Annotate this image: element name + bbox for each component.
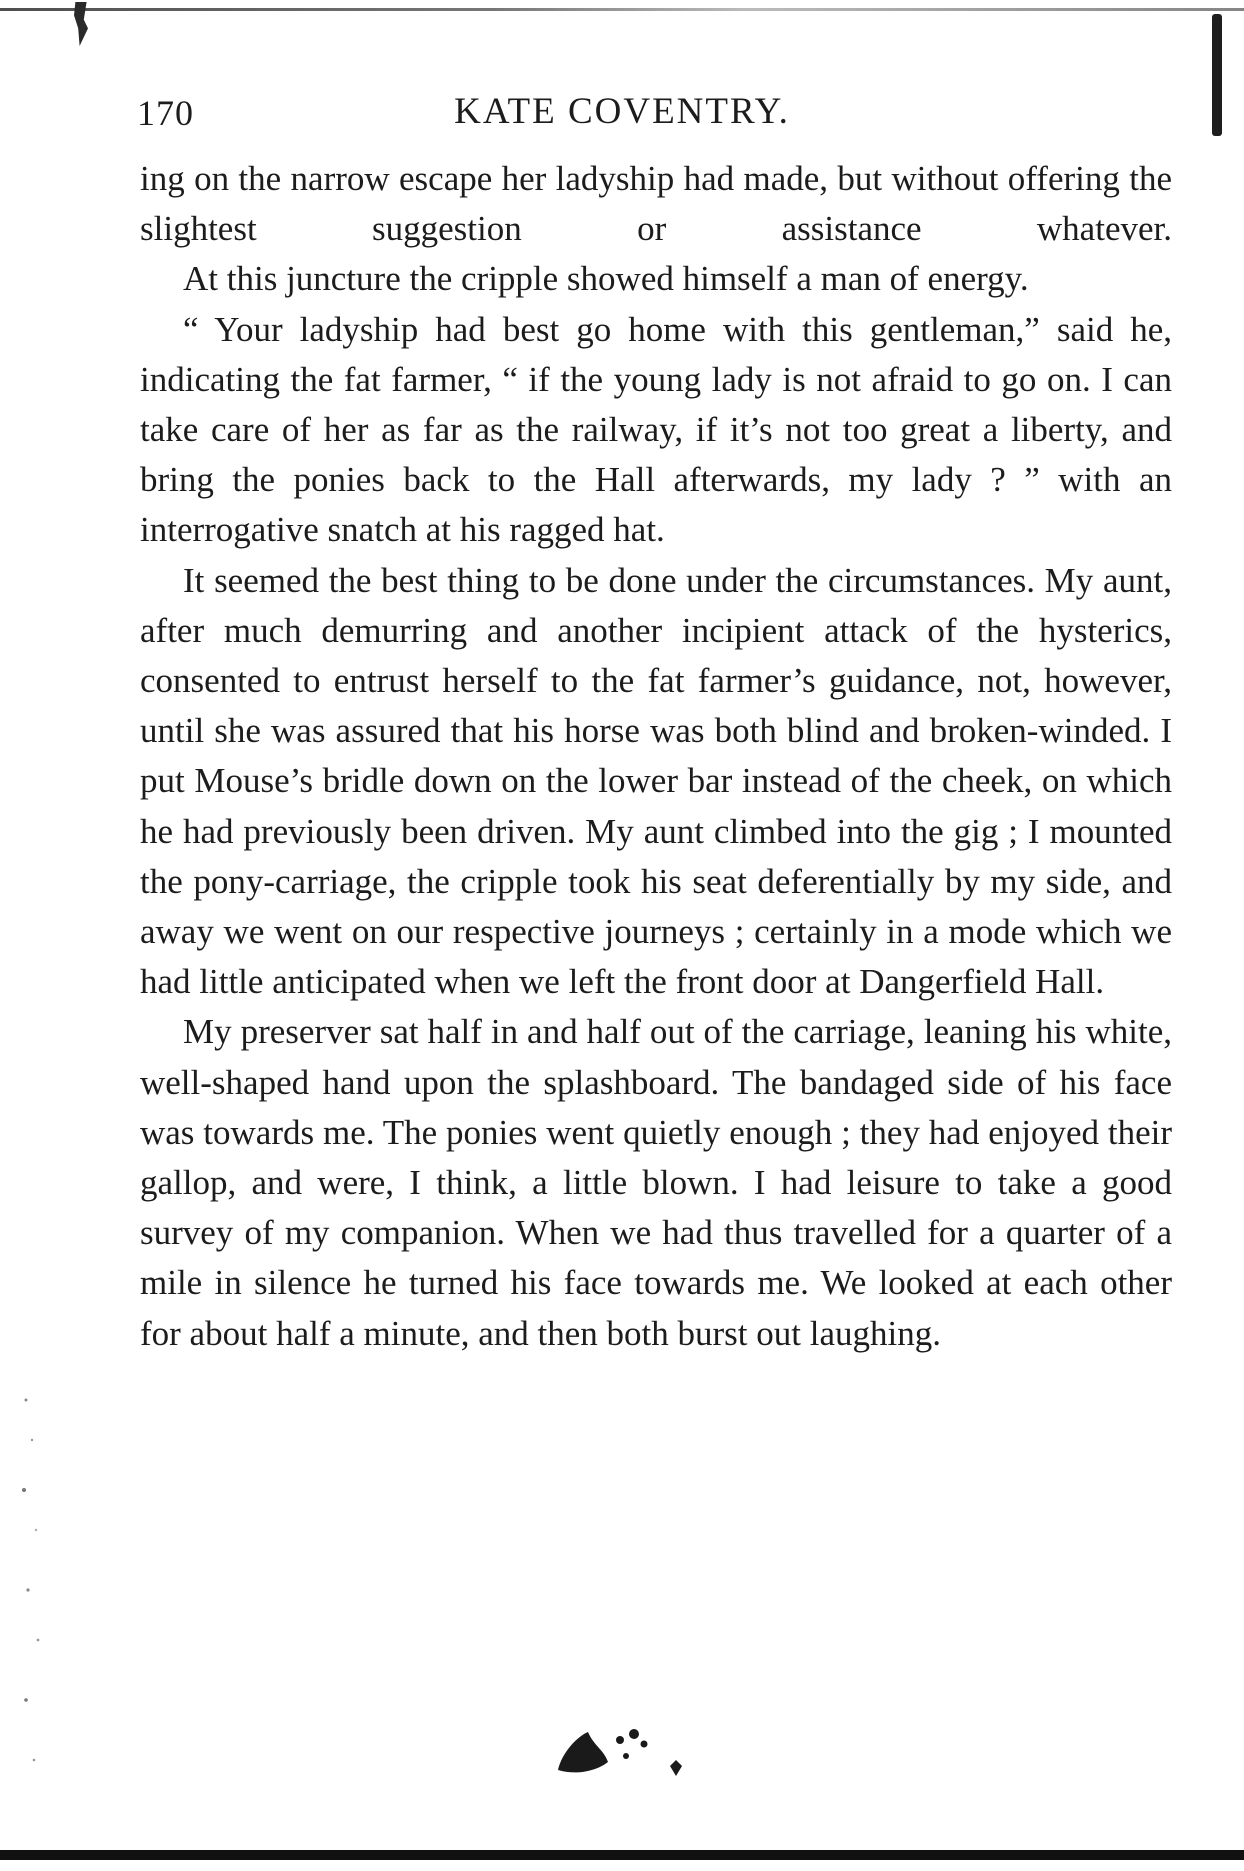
speck <box>33 1759 36 1762</box>
paragraph-5: My preserver sat half in and half out of the carriage, leaning his white, well-shaped hand upon the splashboard. The bandaged side of his face was towards me. The ponies went quietly enough ; they had enjoyed their gallop, and were, I think, a little blown. I had leisure to take a good survey of my companion. When we had thus travelled for a quarter of a mile in silence he turned his face towards me. We looked at each other for about half a minute, and then both burst out laughing. <box>140 1012 1172 1353</box>
top-border-rule <box>0 8 1244 11</box>
paragraph-1: ing on the narrow escape her ladyship had made, but without offering the slightest suggestion or assistance whatever. <box>140 159 1172 249</box>
running-head: KATE COVENTRY. <box>454 91 790 132</box>
speck <box>37 1639 40 1642</box>
ornament-dot-4 <box>623 1753 629 1759</box>
speck <box>26 1588 29 1591</box>
speck <box>35 1529 37 1531</box>
speck <box>31 1439 33 1441</box>
ornament-tail <box>670 1760 682 1776</box>
ornament-dot-1 <box>616 1736 624 1744</box>
body-text <box>140 154 1172 1359</box>
page-number: 170 <box>137 93 194 133</box>
paragraph-2: At this juncture the cripple showed himself a man of energy. <box>183 259 1029 299</box>
speck <box>25 1399 28 1402</box>
speck <box>24 1698 28 1702</box>
speck <box>22 1488 26 1492</box>
bottom-border-rule <box>0 1850 1244 1860</box>
margin-specks <box>14 1380 64 1820</box>
ornament-dot-3 <box>641 1741 648 1748</box>
ornament-blot-main <box>558 1732 608 1772</box>
tailpiece-ornament <box>548 1722 708 1782</box>
paragraph-4: It seemed the best thing to be done under the circumstances. My aunt, after much demurring and another incipient attack of the hysterics, consented to entrust herself to the fat farmer’s guidance, not, however, until she was assured that his horse was both blind and broken-winded. I put Mouse’s bridle down on the lower bar instead of the cheek, on which he had previously been driven. My aunt climbed into the gig ; I mounted the pony-carriage, the cripple took his seat deferentially by my side, and away we went on our respective journeys ; certainly in a mode which we had little anticipated when we left the front door at Dangerfield Hall. <box>140 560 1172 1002</box>
paragraph-3: “ Your ladyship had best go home with this gentleman,” said he, indicating the fat farmer, “ if the young lady is not afraid to go on. I can take care of her as far as the railway, if it’s not too great a liberty, and bring the ponies back to the Hall afterwards, my lady ? ” with an interrogative snatch at his ragged hat. <box>140 309 1172 550</box>
ornament-dot-2 <box>629 1729 639 1739</box>
